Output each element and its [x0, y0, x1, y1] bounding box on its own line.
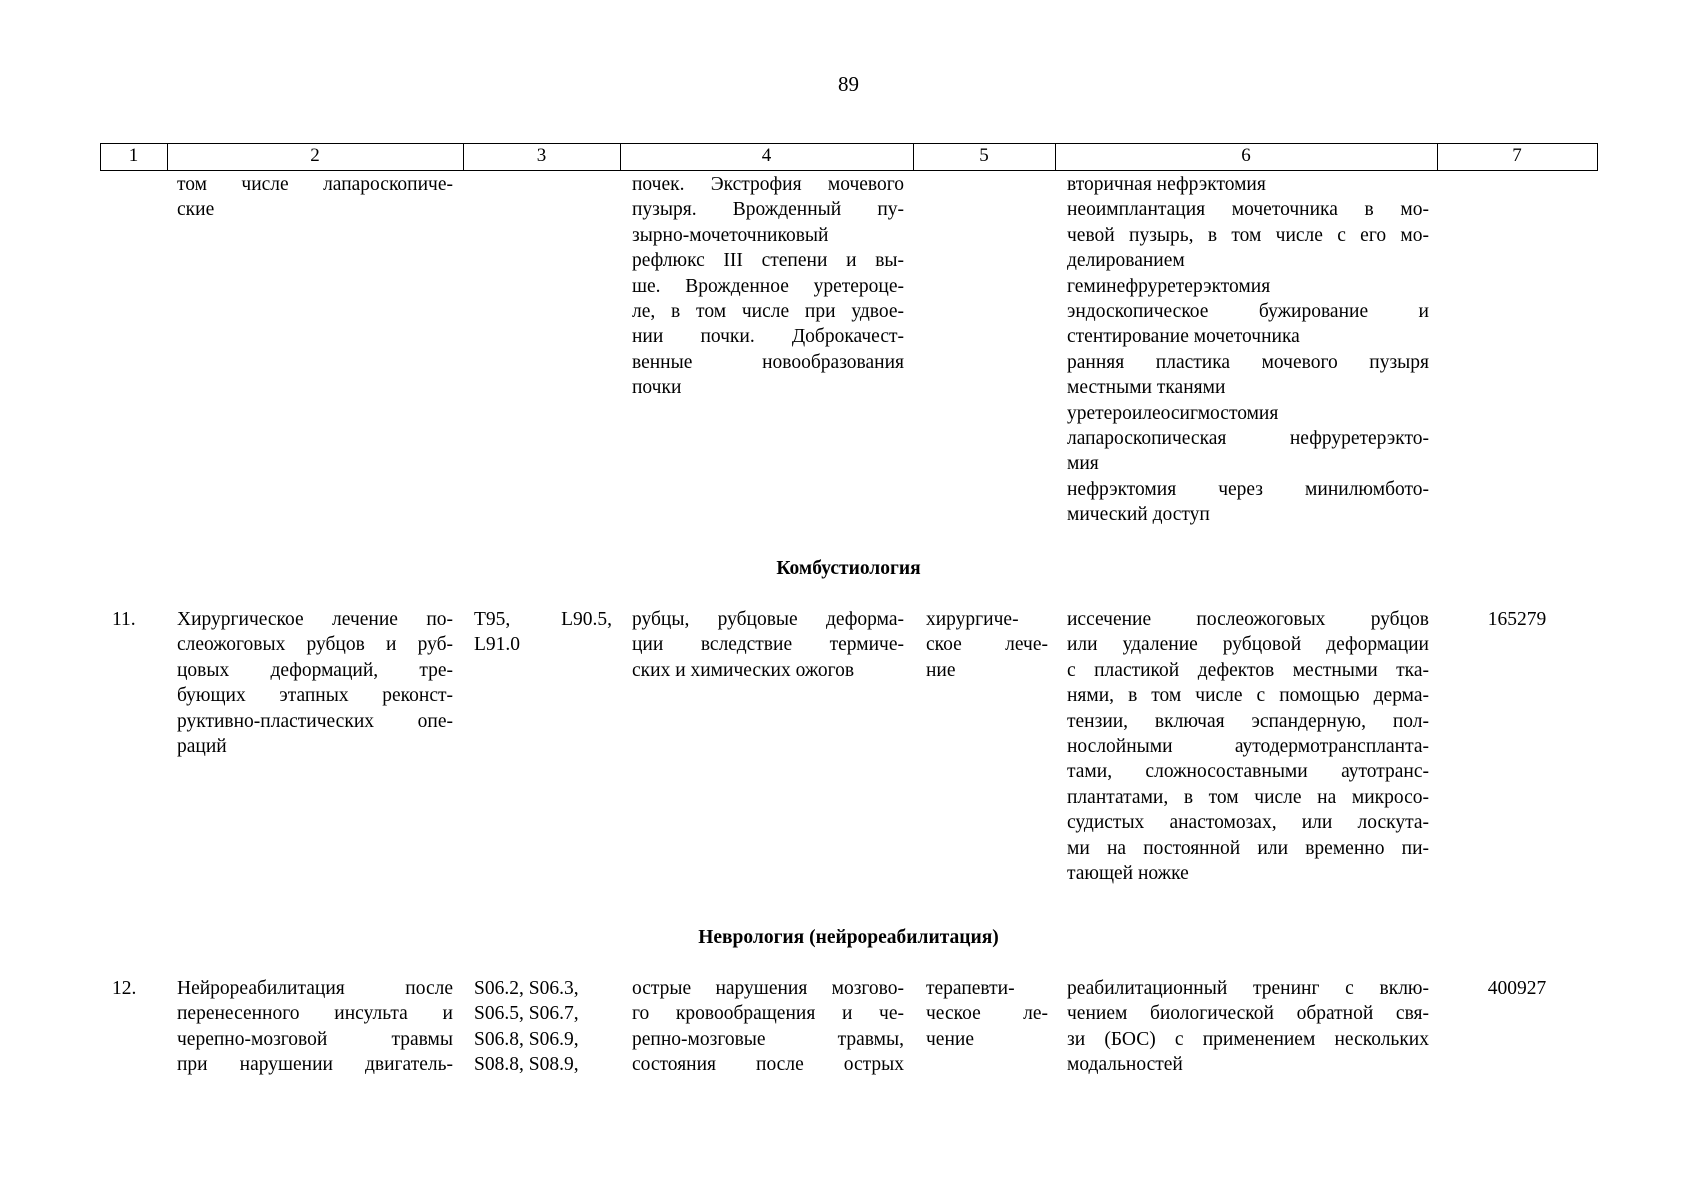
text-line: S08.8, S08.9, — [474, 1054, 579, 1076]
text-line: терапевти- — [926, 978, 1015, 999]
text-line: вторичная нефрэктомия — [1067, 174, 1266, 195]
text-line: неоимплантация мочеточника в мо- — [1067, 199, 1429, 221]
text-line: ранняя пластика мочевого пузыря — [1067, 351, 1429, 373]
text-line: модальностей — [1067, 1054, 1183, 1076]
text-line: го кровообращения и че- — [632, 1003, 904, 1025]
text-line: ле, в том числе при удвое- — [632, 300, 904, 322]
text-line: S06.2, S06.3, — [474, 978, 579, 999]
row-12-col-7 — [1437, 976, 1597, 1001]
row-11-col-2 — [177, 607, 453, 759]
continuation-col-2 — [177, 172, 453, 223]
text-line: эндоскопическое бужирование и — [1067, 300, 1429, 322]
text-line: ции вследствие термиче- — [632, 634, 904, 656]
header-bottom-border — [100, 170, 1598, 171]
text-line: слеожоговых рубцов и руб- — [177, 634, 453, 656]
text-line: пузыря. Врожденный пу- — [632, 199, 904, 221]
header-col-6: 6 — [1241, 145, 1251, 166]
text-line: состояния после острых — [632, 1054, 904, 1076]
text-line: черепно-мозговой травмы — [177, 1028, 453, 1050]
text-line: 11. — [112, 609, 136, 630]
text-line: с пластикой дефектов местными тка- — [1067, 659, 1429, 681]
text-line: репно-мозговые травмы, — [632, 1028, 904, 1050]
text-line: острые нарушения мозгово- — [632, 978, 904, 999]
text-line: ское лече- — [926, 634, 1048, 656]
page-number: 89 — [838, 72, 859, 96]
text-line: 12. — [112, 978, 137, 999]
text-line: ми на постоянной или временно пи- — [1067, 837, 1429, 859]
section-title: Неврология (нейрореабилитация) — [698, 927, 999, 948]
text-line: или удаление рубцовой деформации — [1067, 634, 1429, 656]
text-line: хирургиче- — [926, 609, 1019, 630]
header-col-7: 7 — [1512, 145, 1522, 166]
row-12-col-6 — [1067, 976, 1429, 1078]
row-11-col-5 — [926, 607, 1048, 683]
text-line: ше. Врожденное уретероце- — [632, 275, 904, 297]
header-top-border — [100, 143, 1598, 144]
text-line: нослойными аутодермотранспланта- — [1067, 735, 1429, 757]
header-col-4: 4 — [761, 145, 772, 166]
row-12-col-3 — [474, 976, 612, 1078]
text-line: судистых анастомозах, или лоскута- — [1067, 812, 1429, 834]
header-col-5: 5 — [979, 145, 989, 166]
text-line: мический доступ — [1067, 504, 1210, 526]
text-line: стентирование мочеточника — [1067, 326, 1300, 348]
text-line: уретероилеосигмостомия — [1067, 402, 1279, 424]
continuation-col-6 — [1067, 172, 1429, 527]
text-line: нями, в том числе с помощью дерма- — [1067, 685, 1429, 707]
text-line: чевой пузырь, в том числе с его мо- — [1067, 224, 1429, 246]
text-line: руктивно-пластических опе- — [177, 710, 453, 732]
text-line: цовых деформаций, тре- — [177, 659, 453, 681]
text-line: том числе лапароскопиче- — [177, 174, 453, 195]
row-11-col-7 — [1437, 607, 1597, 632]
text-line: бующих этапных реконст- — [177, 685, 453, 707]
section-title: Комбустиология — [776, 558, 921, 579]
row-12-col-2 — [177, 976, 453, 1078]
text-line: венные новообразования — [632, 351, 904, 373]
header-divider — [1597, 143, 1598, 170]
text-line: T95, L90.5, — [474, 609, 612, 630]
row-number — [112, 607, 162, 632]
text-line: при нарушении двигатель- — [177, 1054, 453, 1076]
text-line: 165279 — [1487, 609, 1547, 630]
text-line: ческое ле- — [926, 1003, 1048, 1025]
text-line: S06.8, S06.9, — [474, 1028, 579, 1050]
text-line: лапароскопическая нефруретерэкто- — [1067, 427, 1429, 449]
text-line: ние — [926, 659, 956, 681]
text-line: местными тканями — [1067, 377, 1226, 399]
text-line: зырно-мочеточниковый — [632, 224, 829, 246]
row-12-col-5 — [926, 976, 1048, 1052]
text-line: ские — [177, 199, 215, 221]
text-line: иссечение послеожоговых рубцов — [1067, 609, 1429, 630]
row-11-col-4 — [632, 607, 904, 683]
row-11-col-3 — [474, 607, 612, 658]
text-line: тающей ножке — [1067, 862, 1189, 884]
row-number — [112, 976, 162, 1001]
row-11-col-6 — [1067, 607, 1429, 886]
text-line: раций — [177, 735, 227, 757]
text-line: S06.5, S06.7, — [474, 1003, 579, 1025]
text-line: перенесенного инсульта и — [177, 1003, 453, 1025]
text-line: мия — [1067, 453, 1099, 475]
text-line: рефлюкс III степени и вы- — [632, 250, 904, 272]
text-line: L91.0 — [474, 634, 521, 656]
text-line: тами, сложносоставными аутотранс- — [1067, 761, 1429, 783]
header-col-3: 3 — [536, 145, 547, 166]
row-12-col-4 — [632, 976, 904, 1078]
text-line: реабилитационный тренинг с вклю- — [1067, 978, 1429, 999]
text-line: делированием — [1067, 250, 1185, 272]
text-line: Хирургическое лечение по- — [177, 609, 453, 630]
text-line: чением биологической обратной свя- — [1067, 1003, 1429, 1025]
text-line: рубцы, рубцовые деформа- — [632, 609, 904, 630]
text-line: чение — [926, 1028, 974, 1050]
text-line: ских и химических ожогов — [632, 659, 855, 681]
text-line: 400927 — [1487, 978, 1547, 999]
text-line: нефрэктомия через минилюмбото- — [1067, 478, 1429, 500]
text-line: зи (БОС) с применением нескольких — [1067, 1028, 1429, 1050]
text-line: почек. Экстрофия мочевого — [632, 174, 904, 195]
text-line: почки — [632, 377, 682, 399]
text-line: плантатами, в том числе на микросо- — [1067, 786, 1429, 808]
text-line: геминефруретерэктомия — [1067, 275, 1271, 297]
continuation-col-4 — [632, 172, 904, 401]
text-line: Нейрореабилитация после — [177, 978, 453, 999]
header-col-1: 1 — [128, 145, 139, 166]
header-col-2: 2 — [310, 145, 320, 166]
text-line: тензии, включая эспандерную, пол- — [1067, 710, 1429, 732]
text-line: нии почки. Доброкачест- — [632, 326, 904, 348]
